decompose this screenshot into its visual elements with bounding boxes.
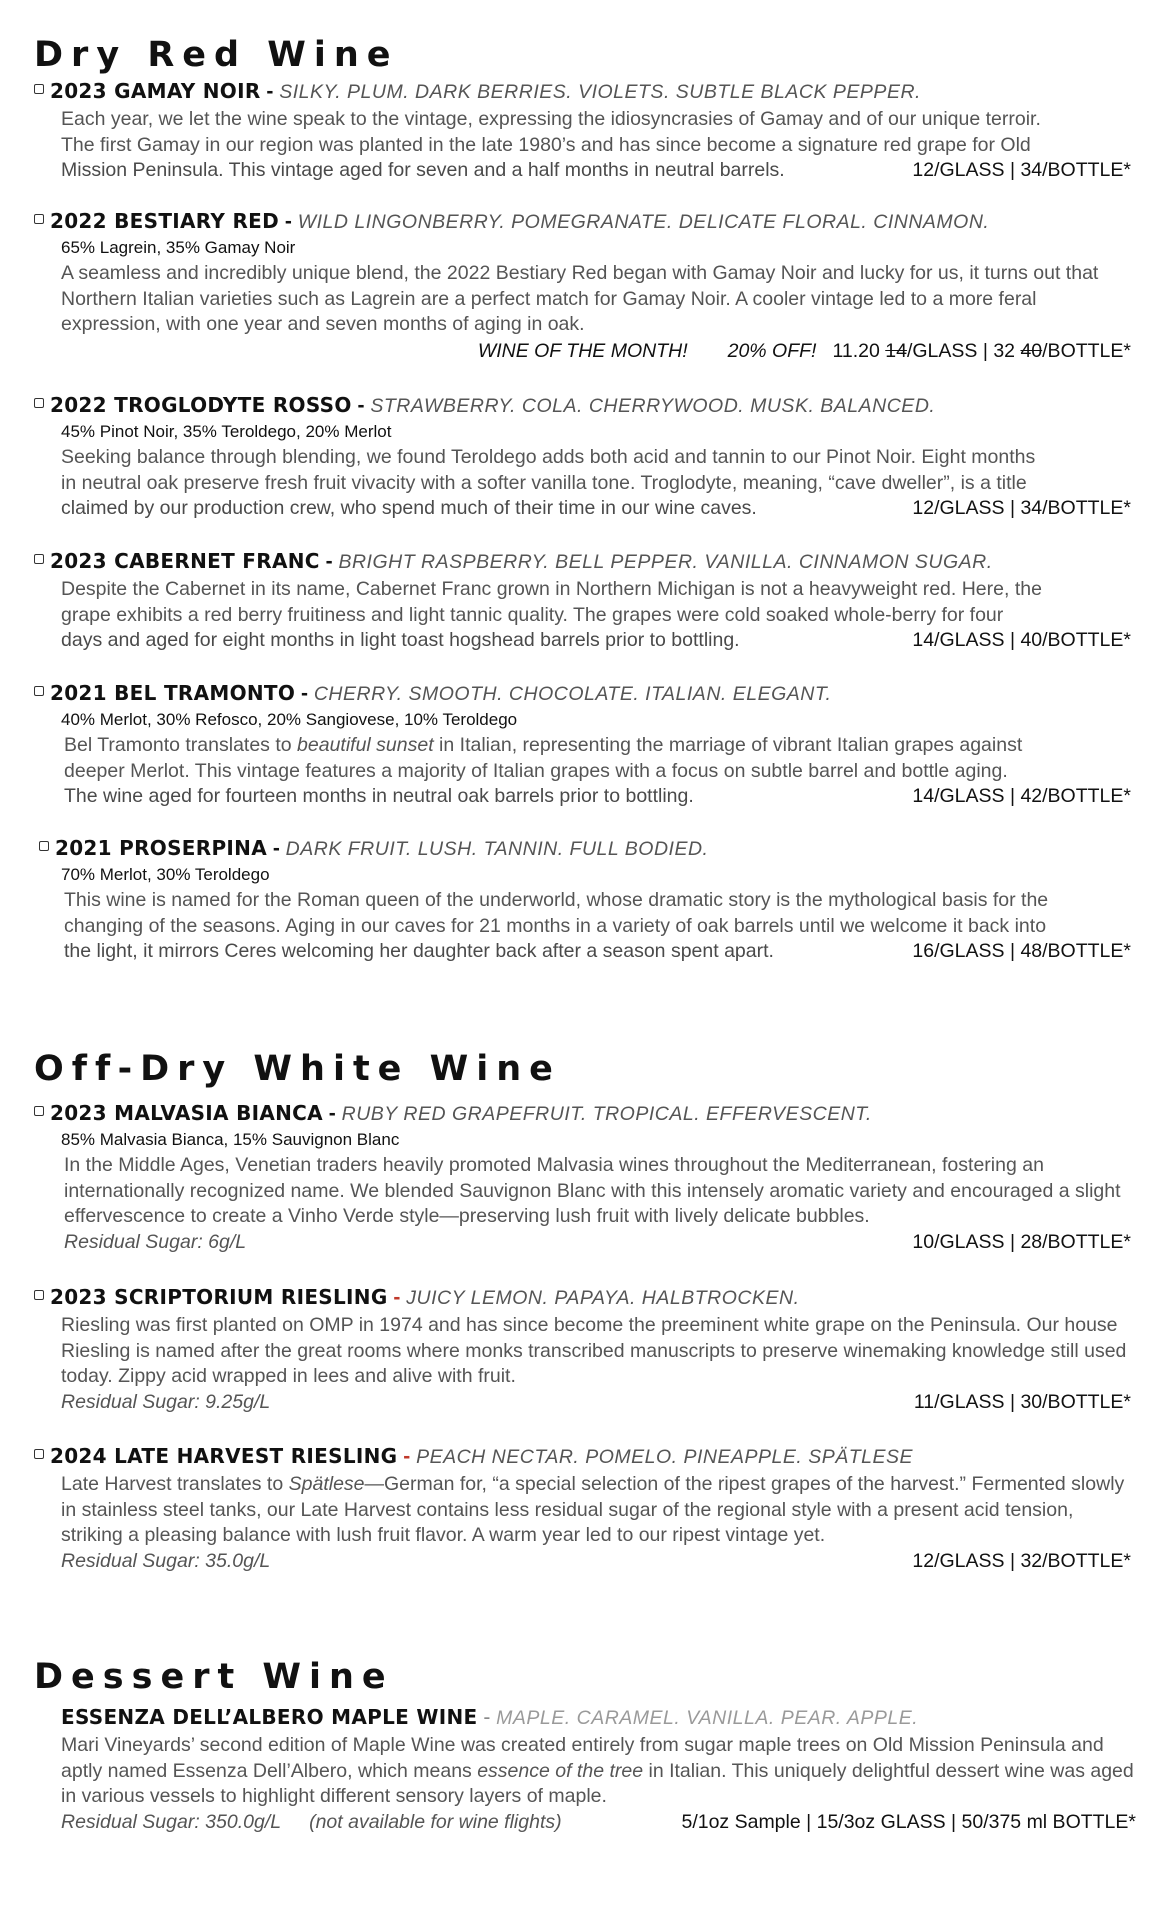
checkbox[interactable] — [34, 214, 44, 224]
checkbox[interactable] — [34, 686, 44, 696]
wine-header: 2023 SCRIPTORIUM RIESLING - JUICY LEMON. PAPAYA. HALBTROCKEN. — [34, 1284, 1134, 1311]
wine-description-end: claimed by our production crew, who spend much of their time in our wine caves. — [61, 497, 757, 519]
discount-label: 20% OFF! — [727, 339, 817, 362]
flight-availability-note: (not available for wine flights) — [309, 1810, 562, 1833]
tasting-notes: STRAWBERRY. COLA. CHERRYWOOD. MUSK. BALANCED. — [370, 395, 936, 417]
price: 16/GLASS | 48/BOTTLE* — [912, 940, 1131, 962]
checkbox[interactable] — [34, 1106, 44, 1116]
price: 12/GLASS | 34/BOTTLE* — [912, 159, 1131, 181]
wine-header: 2023 CABERNET FRANC - BRIGHT RASPBERRY. BELL PEPPER. VANILLA. CINNAMON SUGAR. — [34, 548, 1134, 575]
tasting-notes: BRIGHT RASPBERRY. BELL PEPPER. VANILLA. CINNAMON SUGAR. — [338, 551, 993, 573]
section-title-dry-red: Dry Red Wine — [34, 35, 399, 75]
wine-name: 2023 GAMAY NOIR — [50, 79, 261, 103]
wine-name: 2022 BESTIARY RED — [50, 209, 280, 233]
wine-header: 2021 BEL TRAMONTO - CHERRY. SMOOTH. CHOCOLATE. ITALIAN. ELEGANT. — [34, 680, 1134, 707]
wine-name: 2021 PROSERPINA — [55, 836, 267, 860]
wine-name: 2024 LATE HARVEST RIESLING — [50, 1444, 398, 1468]
wine-item-bel-tramonto — [34, 680, 1134, 810]
wine-name: 2021 BEL TRAMONTO — [50, 681, 296, 705]
wine-item-gamay-noir — [34, 78, 1134, 184]
grape-blend: 65% Lagrein, 35% Gamay Noir — [61, 238, 296, 257]
wine-name: ESSENZA DELL’ALBERO MAPLE WINE — [61, 1705, 478, 1729]
glass-sale-price: 11.20 — [832, 339, 880, 362]
wine-item-late-harvest-riesling — [34, 1443, 1134, 1574]
price: 12/GLASS | 32/BOTTLE* — [912, 1549, 1131, 1572]
grape-blend: 40% Merlot, 30% Refosco, 20% Sangiovese, 10% Teroldego — [61, 710, 518, 729]
wine-item-proserpina — [34, 835, 1134, 965]
wine-name: 2023 SCRIPTORIUM RIESLING — [50, 1285, 388, 1309]
wine-description: Bel Tramonto translates to beautiful sunset in Italian, representing the marriage of vibrant Italian grapes against deeper Merlot. This vintage features a majority of Italian grapes with a focus on subtle barrel and bottle aging. — [64, 734, 1023, 782]
wine-item-malvasia-bianca — [34, 1100, 1134, 1255]
residual-sugar: Residual Sugar: 35.0g/L — [61, 1549, 271, 1572]
section-title-off-dry-white: Off-Dry White Wine — [34, 1049, 561, 1089]
wine-description: In the Middle Ages, Venetian traders heavily promoted Malvasia wines throughout the Mediterranean, fostering an internationally recognized name. We blended Sauvignon Blanc with this intensely aromatic variety and encouraged a slight effervescence to create a Vinho Verde style—preserving lush fruit with lively delicate bubbles. — [64, 1154, 1121, 1227]
wine-header: 2022 BESTIARY RED - WILD LINGONBERRY. POMEGRANATE. DELICATE FLORAL. CINNAMON. — [34, 208, 1134, 235]
residual-sugar: Residual Sugar: 9.25g/L — [61, 1390, 271, 1413]
wine-item-scriptorium-riesling — [34, 1284, 1134, 1415]
wine-description-end: The wine aged for fourteen months in neutral oak barrels prior to bottling. — [64, 785, 694, 807]
checkbox[interactable] — [39, 841, 49, 851]
wine-description-end: Mission Peninsula. This vintage aged for seven and a half months in neutral barrels. — [61, 159, 785, 181]
wine-description: This wine is named for the Roman queen of the underworld, whose dramatic story is the mythological basis for the changing of the seasons. Aging in our caves for 21 months in a variety of oak barrels until we welcome it back into — [64, 889, 1049, 937]
wine-description: Mari Vineyards’ second edition of Maple Wine was created entirely from sugar maple trees on Old Mission Peninsula and aptly named Essenza Dell’Albero, which means essence of the tree in Italian. This uniquely delightful dessert wine was aged in various vessels to highlight different sensory layers of maple. — [61, 1734, 1134, 1807]
tasting-notes: WILD LINGONBERRY. POMEGRANATE. DELICATE FLORAL. CINNAMON. — [297, 211, 990, 233]
wine-header: 2023 MALVASIA BIANCA - RUBY RED GRAPEFRUIT. TROPICAL. EFFERVESCENT. — [34, 1100, 1134, 1127]
wine-header: 2022 TROGLODYTE ROSSO - STRAWBERRY. COLA. CHERRYWOOD. MUSK. BALANCED. — [34, 392, 1134, 419]
wine-of-the-month-label: WINE OF THE MONTH! — [477, 339, 688, 362]
checkbox[interactable] — [34, 398, 44, 408]
section-title-dessert: Dessert Wine — [34, 1657, 394, 1697]
checkbox[interactable] — [34, 1290, 44, 1300]
price: 5/1oz Sample | 15/3oz GLASS | 50/375 ml BOTTLE* — [681, 1810, 1136, 1833]
wine-item-troglodyte-rosso — [34, 392, 1134, 522]
checkbox[interactable] — [34, 1449, 44, 1459]
tasting-notes: JUICY LEMON. PAPAYA. HALBTROCKEN. — [406, 1287, 800, 1309]
price: 14/GLASS | 42/BOTTLE* — [912, 785, 1131, 807]
bottle-old-price: 40 — [1020, 339, 1043, 362]
grape-blend: 85% Malvasia Bianca, 15% Sauvignon Blanc — [61, 1130, 400, 1149]
wine-item-bestiary-red — [34, 208, 1134, 364]
wine-header: 2021 PROSERPINA - DARK FRUIT. LUSH. TANNIN. FULL BODIED. — [39, 835, 1134, 862]
tasting-notes: SILKY. PLUM. DARK BERRIES. VIOLETS. SUBTLE BLACK PEPPER. — [279, 81, 921, 103]
wine-description: Each year, we let the wine speak to the vintage, expressing the idiosyncrasies of Gamay and of our unique terroir. The first Gamay in our region was planted in the late 1980’s and has since become a signature red grape for Old — [61, 108, 1041, 156]
bottle-sale-price: 32 — [993, 339, 1016, 362]
price: 12/GLASS | 34/BOTTLE* — [912, 497, 1131, 519]
wine-description-end: the light, it mirrors Ceres welcoming her daughter back after a season spent apart. — [64, 940, 774, 962]
price: 10/GLASS | 28/BOTTLE* — [912, 1230, 1131, 1253]
tasting-notes: PEACH NECTAR. POMELO. PINEAPPLE. SPÄTLESE — [416, 1446, 914, 1468]
wine-description: Late Harvest translates to Spätlese—German for, “a special selection of the ripest grapes of the harvest.” Fermented slowly in stainless steel tanks, our Late Harvest contains less residual sugar of the regional style with a present acid tension, striking a pleasing balance with lush fruit flavor. A warm year led to our ripest vintage yet. — [61, 1473, 1125, 1546]
tasting-notes: DARK FRUIT. LUSH. TANNIN. FULL BODIED. — [285, 838, 709, 860]
grape-blend: 45% Pinot Noir, 35% Teroldego, 20% Merlot — [61, 422, 392, 441]
wine-name: 2023 CABERNET FRANC — [50, 549, 320, 573]
price: 11/GLASS | 30/BOTTLE* — [913, 1390, 1131, 1413]
wine-description: Despite the Cabernet in its name, Cabernet Franc grown in Northern Michigan is not a heavyweight red. Here, the grape exhibits a red berry fruitiness and light tannic quality. The grapes were cold soaked whole-berry for four — [61, 578, 1042, 626]
wine-header: 2024 LATE HARVEST RIESLING - PEACH NECTAR. POMELO. PINEAPPLE. SPÄTLESE — [34, 1443, 1134, 1470]
tasting-notes: CHERRY. SMOOTH. CHOCOLATE. ITALIAN. ELEGANT. — [313, 683, 832, 705]
wine-item-cabernet-franc — [34, 548, 1134, 654]
wine-description-end: days and aged for eight months in light toast hogshead barrels prior to bottling. — [61, 629, 740, 651]
wine-description: A seamless and incredibly unique blend, the 2022 Bestiary Red began with Gamay Noir and lucky for us, it turns out that Northern Italian varieties such as Lagrein are a perfect match for Gamay Noir. A cooler vintage led to a more feral expression, with one year and seven months of aging in oak. — [61, 262, 1099, 335]
promo-line: WINE OF THE MONTH! 20% OFF! 11.20 14/GLASS | 32 40/BOTTLE* — [477, 339, 1131, 362]
wine-name: 2023 MALVASIA BIANCA — [50, 1101, 323, 1125]
wine-name: 2022 TROGLODYTE ROSSO — [50, 393, 352, 417]
checkbox[interactable] — [34, 84, 44, 94]
tasting-notes: RUBY RED GRAPEFRUIT. TROPICAL. EFFERVESCENT. — [341, 1103, 872, 1125]
wine-item-essenza-maple — [34, 1704, 1134, 1835]
wine-description: Riesling was first planted on OMP in 1974 and has since become the preeminent white grape on the Peninsula. Our house Riesling is named after the great rooms where monks transcribed manuscripts to preserve winemaking knowledge still used today. Zippy acid wrapped in lees and alive with fruit. — [61, 1314, 1127, 1387]
glass-old-price: 14 — [885, 339, 907, 362]
checkbox[interactable] — [34, 554, 44, 564]
wine-description: Seeking balance through blending, we found Teroldego adds both acid and tannin to our Pinot Noir. Eight months in neutral oak preserve fresh fruit vivacity with a softer vanilla tone. Troglodyte, meaning, “cave dweller”, is a title — [61, 446, 1036, 494]
price: 14/GLASS | 40/BOTTLE* — [912, 629, 1131, 651]
residual-sugar: Residual Sugar: 350.0g/L — [61, 1810, 282, 1833]
wine-header: ESSENZA DELL’ALBERO MAPLE WINE - MAPLE. CARAMEL. VANILLA. PEAR. APPLE. — [61, 1705, 919, 1729]
tasting-notes: MAPLE. CARAMEL. VANILLA. PEAR. APPLE. — [496, 1707, 919, 1729]
grape-blend: 70% Merlot, 30% Teroldego — [61, 865, 270, 884]
wine-header: 2023 GAMAY NOIR - SILKY. PLUM. DARK BERRIES. VIOLETS. SUBTLE BLACK PEPPER. — [34, 78, 1134, 105]
residual-sugar: Residual Sugar: 6g/L — [64, 1230, 247, 1253]
